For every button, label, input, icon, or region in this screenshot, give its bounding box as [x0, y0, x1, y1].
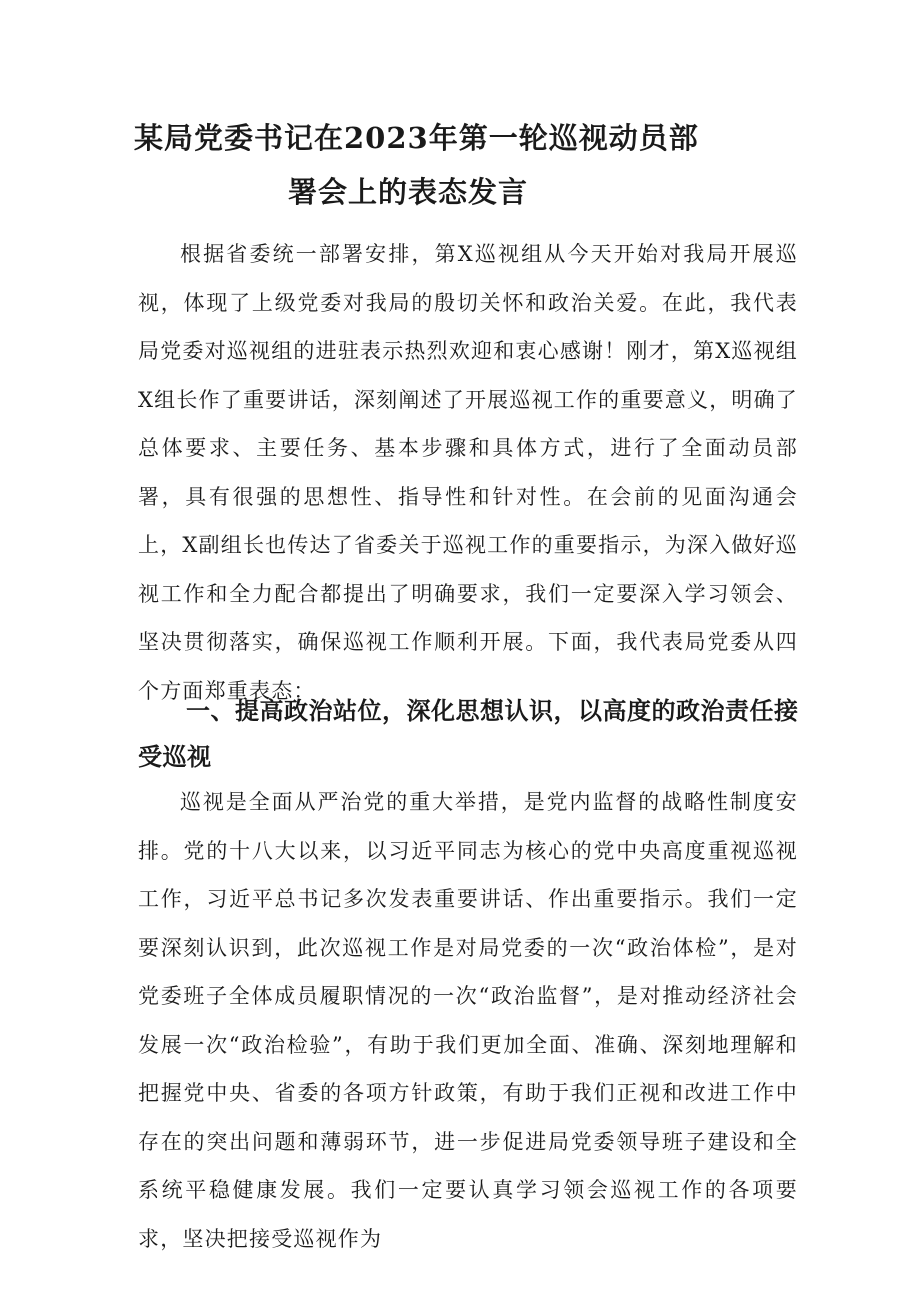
opening-paragraph: 根据省委统一部署安排，第X巡视组从今天开始对我局开展巡视，体现了上级党委对我局的殷切关怀和政治关爱。在此，我代表局党委对巡视组的进驻表示热烈欢迎和衷心感谢！刚才，第X巡视组X组长作了重要讲话，深刻阐述了开展巡视工作的重要意义，明确了总体要求、主要任务、基本步骤和具体方式，进行了全面动员部署，具有很强的思想性、指导性和针对性。在会前的见面沟通会上，X副组长也传达了省委关于巡视工作的重要指示，为深入做好巡视工作和全力配合都提出了明确要求，我们一定要深入学习领会、坚决贯彻落实，确保巡视工作顺利开展。下面，我代表局党委从四个方面郑重表态： — [138, 242, 798, 703]
section-1-paragraph: 巡视是全面从严治党的重大举措，是党内监督的战略性制度安排。党的十八大以来，以习近平同志为核心的党中央高度重视巡视工作，习近平总书记多次发表重要讲话、作出重要指示。我们一定要深刻认识到，此次巡视工作是对局党委的一次“政治体检”，是对党委班子全体成员履职情况的一次“政治监督”，是对推动经济社会发展一次“政治检验”，有助于我们更加全面、准确、深刻地理解和把握党中央、省委的各项方针政策，有助于我们正视和改进工作中存在的突出问题和薄弱环节，进一步促进局党委领导班子建设和全系统平稳健康发展。我们一定要认真学习领会巡视工作的各项要求，坚决把接受巡视作为 — [138, 790, 798, 1251]
section-1-heading: 一、提高政治站位，深化思想认识，以高度的政治责任接受巡视 — [138, 697, 799, 771]
document-title-line-1: 某局党委书记在2023年第一轮巡视动员部 — [134, 121, 699, 155]
document-title-line-2: 署会上的表态发言 — [288, 175, 529, 209]
